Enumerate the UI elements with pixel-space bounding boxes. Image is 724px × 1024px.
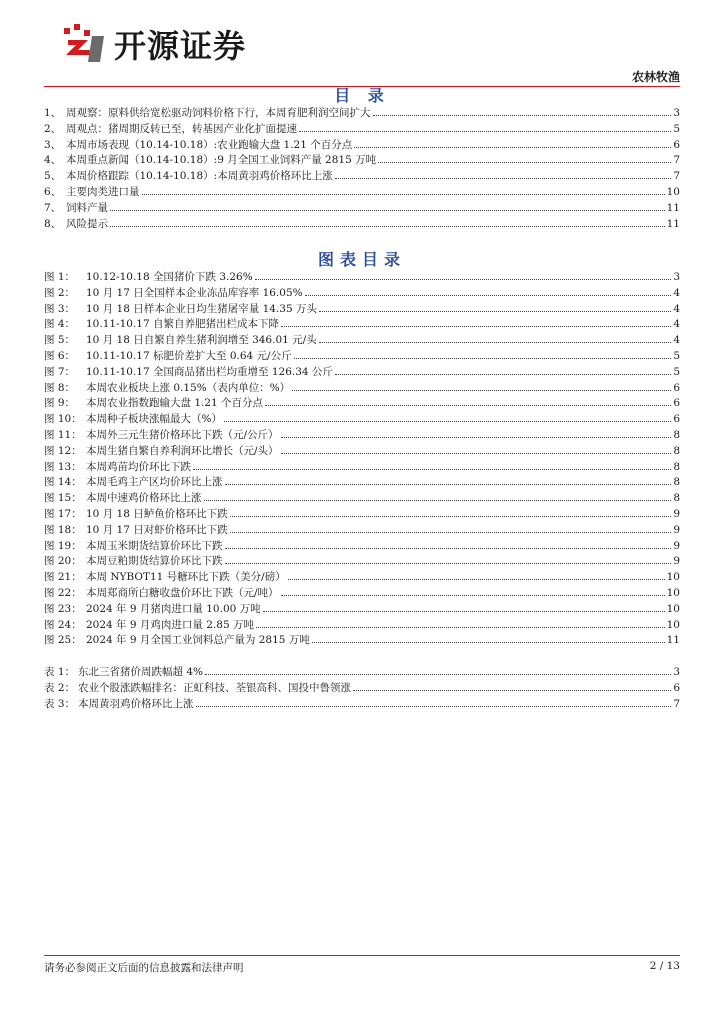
entry-number: 图 9：: [44, 397, 76, 410]
entry-page: 4: [673, 318, 680, 331]
entry-title: 10.11-10.17 标肥价差扩大至 0.64 元/公斤: [86, 349, 292, 362]
footer-divider: [44, 955, 680, 956]
entry-page: 4: [673, 286, 680, 299]
figure-entry[interactable]: [44, 428, 680, 444]
entry-page: 7: [673, 154, 680, 167]
dot-leader: [256, 627, 665, 628]
entry-page: 6: [673, 681, 680, 694]
dot-leader: [230, 532, 672, 533]
dot-leader: [354, 147, 671, 148]
entry-page: 6: [673, 138, 680, 151]
figure-entry[interactable]: [44, 365, 680, 381]
entry-number: 图 14：: [44, 476, 82, 489]
entry-number: 3、: [44, 138, 62, 151]
entry-title: 东北三省猪价周跌幅超 4%: [78, 666, 203, 678]
entry-title: 本周种子板块涨幅最大（%）: [86, 413, 222, 426]
entry-page: 6: [673, 381, 680, 394]
entry-title: 10 月 18 日样本企业日均生猪屠宰量 14.35 万头: [86, 302, 317, 315]
entry-number: 图 25：: [44, 634, 82, 647]
entry-page: 7: [673, 170, 680, 183]
table-entry[interactable]: [44, 681, 680, 697]
entry-page: 6: [673, 397, 680, 410]
entry-title: 本周中速鸡价格环比上涨: [86, 492, 202, 505]
entry-page: 11: [666, 217, 680, 230]
entry-number: 图 4：: [44, 318, 76, 331]
toc-title: 目 录: [334, 86, 390, 105]
entry-number: 表 1：: [44, 666, 76, 678]
entry-title: 本周鸡苗均价环比下跌: [86, 460, 191, 473]
entry-title: 饲料产量: [66, 201, 108, 214]
entry-title: 本周市场表现（10.14-10.18）:农业跑输大盘 1.21 个百分点: [66, 138, 353, 151]
figure-entry[interactable]: [44, 475, 680, 491]
entry-page: 3: [673, 107, 680, 119]
entry-title: 主要肉类进口量: [66, 185, 140, 198]
entry-title: 风险提示: [66, 217, 108, 230]
entry-title: 10 月 18 日鲈鱼价格环比下跌: [86, 507, 228, 520]
dot-leader: [281, 595, 665, 596]
dot-leader: [299, 131, 671, 132]
dot-leader: [292, 390, 671, 391]
dot-leader: [335, 178, 672, 179]
dot-leader: [225, 563, 672, 564]
entry-page: 10: [666, 602, 680, 615]
dot-leader: [294, 358, 672, 359]
entry-number: 图 6：: [44, 349, 76, 362]
entry-page: 9: [673, 507, 680, 520]
toc-entry[interactable]: [44, 153, 680, 169]
entry-page: 6: [673, 413, 680, 426]
entry-page: 10: [666, 618, 680, 631]
table-list: [44, 665, 680, 712]
entry-title: 本周外三元生猪价格环比下跌（元/公斤）: [86, 428, 279, 441]
entry-number: 表 3：: [44, 697, 76, 710]
toc-entry[interactable]: [44, 138, 680, 154]
entry-title: 本周重点新闻（10.14-10.18）:9 月全国工业饲料产量 2815 万吨: [66, 154, 377, 167]
page-number: 2 / 13: [649, 960, 680, 972]
entry-title: 本周毛鸡主产区均价环比上涨: [86, 476, 223, 489]
figure-entry[interactable]: [44, 286, 680, 302]
dot-leader: [319, 311, 671, 312]
dot-leader: [255, 279, 672, 280]
entry-page: 5: [673, 365, 680, 378]
entry-number: 图 15：: [44, 492, 82, 505]
figure-entry[interactable]: [44, 302, 680, 318]
entry-page: 8: [673, 460, 680, 473]
entry-page: 3: [673, 666, 680, 678]
entry-number: 图 8：: [44, 381, 76, 394]
entry-page: 10: [666, 586, 680, 599]
entry-title: 2024 年 9 月鸡肉进口量 2.85 万吨: [86, 618, 254, 631]
figure-list: [44, 270, 680, 649]
entry-title: 本周郑商所白糖收盘价环比下跌（元/吨）: [86, 586, 279, 599]
entry-page: 11: [666, 634, 680, 647]
entry-number: 图 21：: [44, 571, 82, 584]
dot-leader: [142, 194, 665, 195]
entry-title: 10.11-10.17 自繁自养肥猪出栏成本下降: [86, 318, 280, 331]
entry-title: 周观察：原料供给宽松驱动饲料价格下行，本周育肥利润空间扩大: [66, 107, 371, 119]
entry-number: 图 2：: [44, 286, 76, 299]
entry-number: 7、: [44, 201, 62, 214]
footer-disclaimer: 请务必参阅正文后面的信息披露和法律声明: [44, 962, 244, 974]
entry-number: 表 2：: [44, 681, 76, 694]
figure-entry[interactable]: [44, 349, 680, 365]
entry-title: 10 月 18 日自繁自养生猪利润增至 346.01 元/头: [86, 334, 317, 347]
dot-leader: [225, 484, 672, 485]
figure-entry[interactable]: [44, 333, 680, 349]
toc-entry[interactable]: [44, 185, 680, 201]
figure-entry[interactable]: [44, 618, 680, 634]
entry-number: 图 11：: [44, 428, 82, 441]
dot-leader: [305, 295, 672, 296]
entry-title: 10.11-10.17 全国商品猪出栏均重增至 126.34 公斤: [86, 365, 333, 378]
brand-name: 开源证券: [114, 27, 247, 65]
figure-entry[interactable]: [44, 523, 680, 539]
figure-entry[interactable]: [44, 396, 680, 412]
dot-leader: [193, 469, 671, 470]
entry-title: 本周豆粕期货结算价环比下跌: [86, 555, 223, 568]
entry-page: 9: [673, 539, 680, 552]
brand-logo: [60, 22, 246, 66]
dot-leader: [335, 374, 671, 375]
entry-number: 图 18：: [44, 523, 82, 536]
entry-page: 7: [673, 697, 680, 710]
entry-page: 11: [666, 201, 680, 214]
logo-mark-icon: [60, 22, 106, 66]
entry-number: 5、: [44, 170, 62, 183]
entry-title: 本周 NYBOT11 号糖环比下跌（美分/磅）: [86, 571, 286, 584]
entry-title: 本周玉米期货结算价环比下跌: [86, 539, 223, 552]
figure-entry[interactable]: [44, 444, 680, 460]
entry-page: 8: [673, 492, 680, 505]
entry-page: 10: [666, 185, 680, 198]
figure-entry[interactable]: [44, 633, 680, 649]
entry-title: 本周生猪自繁自养利润环比增长（元/头）: [86, 444, 279, 457]
entry-page: 8: [673, 444, 680, 457]
entry-number: 图 7：: [44, 365, 76, 378]
dot-leader: [204, 500, 672, 501]
toc-list: [44, 106, 680, 232]
entry-title: 本周黄羽鸡价格环比上涨: [78, 697, 194, 710]
entry-page: 8: [673, 428, 680, 441]
entry-number: 2、: [44, 122, 62, 135]
dot-leader: [353, 690, 671, 691]
dot-leader: [288, 579, 665, 580]
table-entry[interactable]: [44, 665, 680, 681]
figure-entry[interactable]: [44, 460, 680, 476]
entry-page: 9: [673, 523, 680, 536]
dot-leader: [263, 611, 665, 612]
dot-leader: [196, 706, 672, 707]
entry-title: 10 月 17 日对虾价格环比下跌: [86, 523, 228, 536]
entry-title: 周观点：猪周期反转已至，转基因产业化扩面提速: [66, 122, 297, 135]
entry-page: 10: [666, 571, 680, 584]
section-tag: 农林牧渔: [631, 70, 680, 84]
entry-number: 图 17：: [44, 507, 82, 520]
entry-number: 图 12：: [44, 444, 82, 457]
entry-number: 1、: [44, 107, 62, 119]
table-entry[interactable]: [44, 697, 680, 713]
entry-number: 图 5：: [44, 334, 76, 347]
entry-number: 图 22：: [44, 586, 82, 599]
dot-leader: [378, 162, 671, 163]
entry-number: 图 13：: [44, 460, 82, 473]
dot-leader: [110, 210, 665, 211]
entry-title: 本周农业板块上涨 0.15%（表内单位：%）: [86, 381, 291, 394]
dot-leader: [224, 421, 671, 422]
figures-title: 图表目录: [317, 250, 406, 269]
entry-title: 10 月 17 日全国样本企业冻品库容率 16.05%: [86, 286, 303, 299]
figure-entry[interactable]: [44, 554, 680, 570]
entry-number: 图 23：: [44, 602, 82, 615]
dot-leader: [205, 674, 671, 675]
figure-entry[interactable]: [44, 270, 680, 286]
figure-entry[interactable]: [44, 412, 680, 428]
dot-leader: [225, 548, 672, 549]
entry-number: 图 10：: [44, 413, 82, 426]
entry-number: 图 3：: [44, 302, 76, 315]
dot-leader: [110, 226, 665, 227]
figure-entry[interactable]: [44, 570, 680, 586]
entry-number: 6、: [44, 185, 62, 198]
entry-page: 9: [673, 555, 680, 568]
entry-page: 5: [673, 122, 680, 135]
entry-page: 4: [673, 334, 680, 347]
entry-number: 图 24：: [44, 618, 82, 631]
entry-number: 图 20：: [44, 555, 82, 568]
entry-number: 8、: [44, 217, 62, 230]
entry-title: 农业个股涨跌幅排名：正虹科技、荃银高科、国投中鲁领涨: [78, 681, 351, 694]
dot-leader: [373, 115, 672, 116]
toc-entry[interactable]: [44, 106, 680, 122]
entry-number: 4、: [44, 154, 62, 167]
dot-leader: [230, 516, 672, 517]
entry-page: 8: [673, 476, 680, 489]
entry-page: 4: [673, 302, 680, 315]
figure-entry[interactable]: [44, 507, 680, 523]
figure-entry[interactable]: [44, 539, 680, 555]
dot-leader: [281, 453, 672, 454]
toc-entry[interactable]: [44, 122, 680, 138]
figure-entry[interactable]: [44, 381, 680, 397]
figure-entry[interactable]: [44, 317, 680, 333]
entry-title: 2024 年 9 月全国工业饲料总产量为 2815 万吨: [86, 634, 310, 647]
figure-entry[interactable]: [44, 586, 680, 602]
toc-entry[interactable]: [44, 217, 680, 233]
dot-leader: [319, 342, 672, 343]
dot-leader: [312, 642, 665, 643]
entry-number: 图 19：: [44, 539, 82, 552]
figure-entry[interactable]: [44, 602, 680, 618]
entry-title: 本周价格跟踪（10.14-10.18）:本周黄羽鸡价格环比上涨: [66, 170, 333, 183]
entry-page: 3: [673, 271, 680, 283]
entry-number: 图 1：: [44, 271, 76, 283]
entry-title: 10.12-10.18 全国猪价下跌 3.26%: [86, 271, 253, 283]
toc-entry[interactable]: [44, 169, 680, 185]
dot-leader: [281, 326, 671, 327]
figure-entry[interactable]: [44, 491, 680, 507]
entry-page: 5: [673, 349, 680, 362]
entry-title: 本周农业指数跑输大盘 1.21 个百分点: [86, 397, 264, 410]
toc-entry[interactable]: [44, 201, 680, 217]
dot-leader: [265, 405, 671, 406]
dot-leader: [281, 437, 672, 438]
entry-title: 2024 年 9 月猪肉进口量 10.00 万吨: [86, 602, 261, 615]
